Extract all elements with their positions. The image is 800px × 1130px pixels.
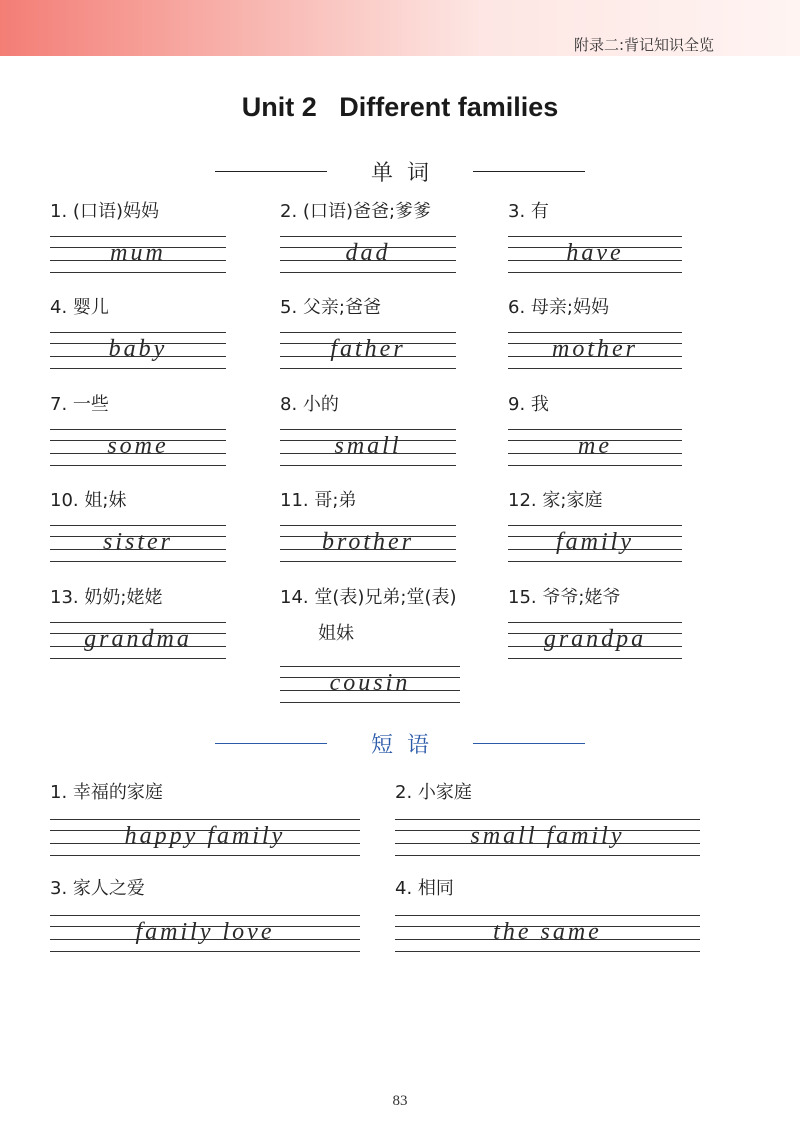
page-title: Unit 2 Different families bbox=[241, 92, 559, 122]
words-heading-text: 单词 bbox=[370, 161, 443, 186]
answer-lines[interactable] bbox=[508, 525, 682, 563]
word-item bbox=[50, 483, 226, 563]
word-answer: cousin bbox=[329, 670, 411, 696]
word-item bbox=[280, 580, 460, 704]
phrase-item bbox=[50, 775, 360, 857]
phrase-answer: family love bbox=[135, 919, 275, 945]
answer-lines[interactable] bbox=[50, 525, 226, 563]
phrases-heading bbox=[0, 728, 800, 759]
word-prompt: 1. (口语)妈妈 bbox=[50, 201, 159, 222]
answer-lines[interactable] bbox=[50, 819, 360, 857]
word-prompt: 15. 爷爷;姥爷 bbox=[508, 587, 621, 608]
answer-lines[interactable] bbox=[50, 332, 226, 370]
page-number: 83 bbox=[392, 1093, 408, 1109]
answer-lines[interactable] bbox=[280, 332, 456, 370]
phrase-item bbox=[50, 871, 360, 953]
answer-lines[interactable] bbox=[280, 666, 460, 704]
word-answer: dad bbox=[345, 240, 391, 266]
section-label: 附录二:背记知识全览 bbox=[573, 36, 714, 54]
phrase-prompt: 1. 幸福的家庭 bbox=[50, 782, 163, 803]
word-item bbox=[508, 387, 682, 467]
word-prompt: 11. 哥;弟 bbox=[280, 490, 357, 511]
word-item bbox=[508, 580, 682, 660]
phrase-prompt: 3. 家人之爱 bbox=[50, 878, 145, 899]
phrase-prompt: 2. 小家庭 bbox=[395, 782, 472, 803]
word-item bbox=[50, 290, 226, 370]
word-item bbox=[50, 580, 226, 660]
word-prompt: 3. 有 bbox=[508, 201, 549, 222]
word-answer: have bbox=[566, 240, 624, 266]
word-prompt: 14. 堂(表)兄弟;堂(表) bbox=[280, 587, 457, 608]
word-item bbox=[508, 290, 682, 370]
word-prompt: 10. 姐;妹 bbox=[50, 490, 127, 511]
word-prompt: 5. 父亲;爸爸 bbox=[280, 297, 381, 318]
word-prompt: 9. 我 bbox=[508, 394, 549, 415]
word-prompt: 8. 小的 bbox=[280, 394, 339, 415]
word-answer: small bbox=[334, 433, 402, 459]
word-item bbox=[50, 387, 226, 467]
answer-lines[interactable] bbox=[508, 236, 682, 274]
word-prompt-continued: 姐妹 bbox=[318, 623, 354, 644]
phrases-heading-text: 短语 bbox=[370, 733, 443, 758]
word-answer: brother bbox=[321, 529, 415, 555]
answer-lines[interactable] bbox=[280, 429, 456, 467]
word-answer: mum bbox=[110, 240, 166, 266]
phrase-answer: the same bbox=[493, 919, 602, 945]
answer-lines[interactable] bbox=[280, 525, 456, 563]
word-item bbox=[280, 387, 456, 467]
answer-lines[interactable] bbox=[50, 622, 226, 660]
word-item bbox=[280, 483, 456, 563]
answer-lines[interactable] bbox=[508, 332, 682, 370]
phrase-answer: happy family bbox=[124, 823, 286, 849]
answer-lines[interactable] bbox=[508, 622, 682, 660]
answer-lines[interactable] bbox=[50, 429, 226, 467]
word-answer: mother bbox=[552, 336, 638, 362]
word-prompt: 4. 婴儿 bbox=[50, 297, 109, 318]
answer-lines[interactable] bbox=[395, 819, 700, 857]
phrase-item bbox=[395, 871, 700, 953]
phrase-answer: small family bbox=[470, 823, 625, 849]
word-answer: father bbox=[330, 336, 406, 362]
word-item bbox=[508, 483, 682, 563]
answer-lines[interactable] bbox=[508, 429, 682, 467]
word-prompt: 12. 家;家庭 bbox=[508, 490, 603, 511]
words-heading bbox=[0, 156, 800, 187]
word-answer: baby bbox=[108, 336, 168, 362]
phrase-item bbox=[395, 775, 700, 857]
answer-lines[interactable] bbox=[50, 236, 226, 274]
word-prompt: 13. 奶奶;姥姥 bbox=[50, 587, 163, 608]
phrase-prompt: 4. 相同 bbox=[395, 878, 454, 899]
word-answer: grandma bbox=[84, 626, 192, 652]
word-answer: grandpa bbox=[543, 626, 647, 652]
word-answer: me bbox=[578, 433, 612, 459]
word-item bbox=[280, 194, 456, 274]
word-answer: sister bbox=[102, 529, 173, 555]
answer-lines[interactable] bbox=[395, 915, 700, 953]
word-prompt: 7. 一些 bbox=[50, 394, 109, 415]
word-item bbox=[50, 194, 226, 274]
word-answer: some bbox=[107, 433, 169, 459]
word-answer: family bbox=[556, 529, 634, 555]
answer-lines[interactable] bbox=[280, 236, 456, 274]
word-item bbox=[508, 194, 682, 274]
word-prompt: 2. (口语)爸爸;爹爹 bbox=[280, 201, 432, 222]
answer-lines[interactable] bbox=[50, 915, 360, 953]
word-item bbox=[280, 290, 456, 370]
word-prompt: 6. 母亲;妈妈 bbox=[508, 297, 609, 318]
